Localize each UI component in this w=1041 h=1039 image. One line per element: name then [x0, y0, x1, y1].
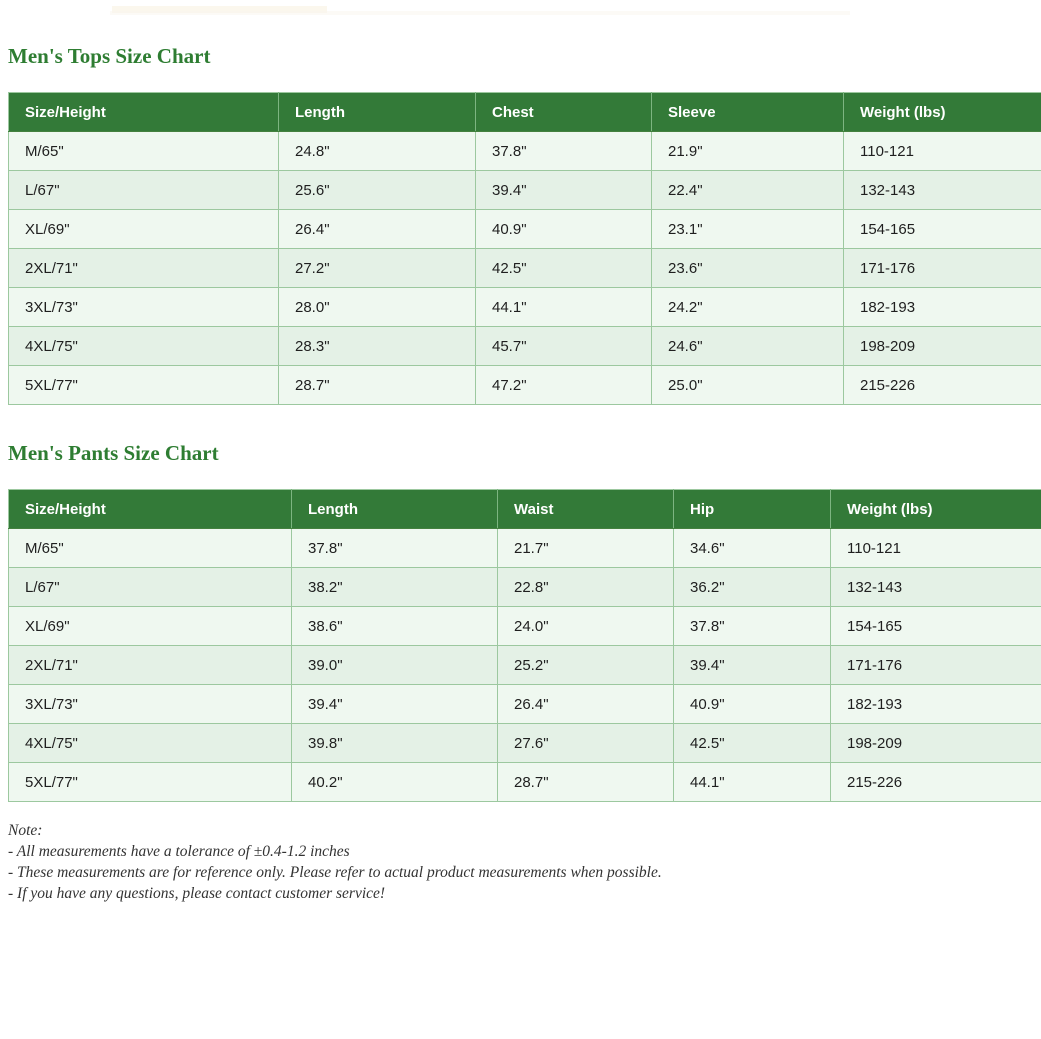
- table-cell: 215-226: [844, 366, 1041, 405]
- table-cell: 23.1": [652, 210, 844, 249]
- table-cell: 40.9": [476, 210, 652, 249]
- table-row: [9, 210, 1041, 249]
- table-row: [9, 132, 1041, 171]
- table-cell: 28.3": [279, 327, 476, 366]
- table-cell: 4XL/75": [9, 327, 279, 366]
- table-cell: 5XL/77": [9, 763, 292, 802]
- table-cell: M/65": [9, 529, 292, 568]
- table-row: [9, 366, 1041, 405]
- table-cell: 44.1": [476, 288, 652, 327]
- table-cell: 23.6": [652, 249, 844, 288]
- table-row: [9, 288, 1041, 327]
- table-cell: 24.2": [652, 288, 844, 327]
- table-cell: 21.7": [498, 529, 674, 568]
- table-cell: 28.7": [498, 763, 674, 802]
- table-cell: 37.8": [476, 132, 652, 171]
- note-block: [8, 820, 1041, 904]
- table-cell: 182-193: [831, 685, 1041, 724]
- table-cell: 215-226: [831, 763, 1041, 802]
- table-cell: 45.7": [476, 327, 652, 366]
- table-row: [9, 529, 1041, 568]
- table-cell: 38.2": [292, 568, 498, 607]
- column-header: Weight (lbs): [844, 93, 1041, 132]
- column-header: Length: [292, 490, 498, 529]
- table-row: [9, 327, 1041, 366]
- table-cell: 110-121: [844, 132, 1041, 171]
- table-cell: 198-209: [844, 327, 1041, 366]
- table-row: [9, 249, 1041, 288]
- table-cell: 25.2": [498, 646, 674, 685]
- table-cell: 36.2": [674, 568, 831, 607]
- column-header: Weight (lbs): [831, 490, 1041, 529]
- note-line: - These measurements are for reference only. Please refer to actual product measurements when possible.: [8, 864, 662, 881]
- table-cell: 39.4": [476, 171, 652, 210]
- table-cell: 198-209: [831, 724, 1041, 763]
- table-row: [9, 685, 1041, 724]
- table-cell: 4XL/75": [9, 724, 292, 763]
- table-cell: 38.6": [292, 607, 498, 646]
- note-line: - All measurements have a tolerance of ±0.4-1.2 inches: [8, 843, 350, 860]
- table-cell: L/67": [9, 568, 292, 607]
- pants-chart-title: Men's Pants Size Chart: [8, 441, 219, 465]
- table-cell: 37.8": [674, 607, 831, 646]
- table-cell: XL/69": [9, 607, 292, 646]
- table-cell: 171-176: [844, 249, 1041, 288]
- column-header: Hip: [674, 490, 831, 529]
- table-row: [9, 171, 1041, 210]
- table-row: [9, 724, 1041, 763]
- table-cell: 5XL/77": [9, 366, 279, 405]
- table-cell: 28.7": [279, 366, 476, 405]
- column-header: Length: [279, 93, 476, 132]
- table-cell: 171-176: [831, 646, 1041, 685]
- table-cell: 37.8": [292, 529, 498, 568]
- tops-table-header: [9, 93, 1041, 132]
- table-cell: 39.0": [292, 646, 498, 685]
- tops-chart-title: Men's Tops Size Chart: [8, 44, 211, 68]
- column-header: Sleeve: [652, 93, 844, 132]
- table-row: [9, 607, 1041, 646]
- column-header: Size/Height: [9, 490, 292, 529]
- table-cell: 26.4": [279, 210, 476, 249]
- table-cell: 3XL/73": [9, 685, 292, 724]
- table-row: [9, 568, 1041, 607]
- table-cell: 39.4": [292, 685, 498, 724]
- table-cell: 24.8": [279, 132, 476, 171]
- table-cell: 44.1": [674, 763, 831, 802]
- table-cell: 154-165: [844, 210, 1041, 249]
- column-header: Size/Height: [9, 93, 279, 132]
- column-header: Chest: [476, 93, 652, 132]
- top-highlight-artifact-faint: [110, 11, 850, 15]
- table-cell: 132-143: [831, 568, 1041, 607]
- table-cell: 39.4": [674, 646, 831, 685]
- table-cell: 21.9": [652, 132, 844, 171]
- table-cell: 25.0": [652, 366, 844, 405]
- table-cell: 27.6": [498, 724, 674, 763]
- table-cell: 28.0": [279, 288, 476, 327]
- table-cell: 42.5": [476, 249, 652, 288]
- column-header: Waist: [498, 490, 674, 529]
- table-cell: 40.9": [674, 685, 831, 724]
- pants-table-header: [9, 490, 1041, 529]
- note-heading: Note:: [8, 822, 43, 839]
- table-cell: 2XL/71": [9, 249, 279, 288]
- table-cell: 132-143: [844, 171, 1041, 210]
- table-cell: 110-121: [831, 529, 1041, 568]
- table-cell: 34.6": [674, 529, 831, 568]
- table-cell: 22.4": [652, 171, 844, 210]
- table-row: [9, 763, 1041, 802]
- table-cell: M/65": [9, 132, 279, 171]
- table-cell: 26.4": [498, 685, 674, 724]
- tops-size-table: [8, 92, 1041, 405]
- table-cell: 42.5": [674, 724, 831, 763]
- table-cell: 39.8": [292, 724, 498, 763]
- table-cell: 24.0": [498, 607, 674, 646]
- table-cell: 182-193: [844, 288, 1041, 327]
- table-cell: 3XL/73": [9, 288, 279, 327]
- table-cell: 22.8": [498, 568, 674, 607]
- pants-size-table: [8, 489, 1041, 802]
- table-cell: 47.2": [476, 366, 652, 405]
- table-cell: 24.6": [652, 327, 844, 366]
- table-cell: XL/69": [9, 210, 279, 249]
- table-cell: 27.2": [279, 249, 476, 288]
- table-cell: 40.2": [292, 763, 498, 802]
- pants-table-body: [9, 529, 1041, 802]
- table-cell: 154-165: [831, 607, 1041, 646]
- table-cell: L/67": [9, 171, 279, 210]
- tops-table-body: [9, 132, 1041, 405]
- note-line: - If you have any questions, please contact customer service!: [8, 885, 386, 902]
- table-row: [9, 646, 1041, 685]
- table-cell: 2XL/71": [9, 646, 292, 685]
- table-cell: 25.6": [279, 171, 476, 210]
